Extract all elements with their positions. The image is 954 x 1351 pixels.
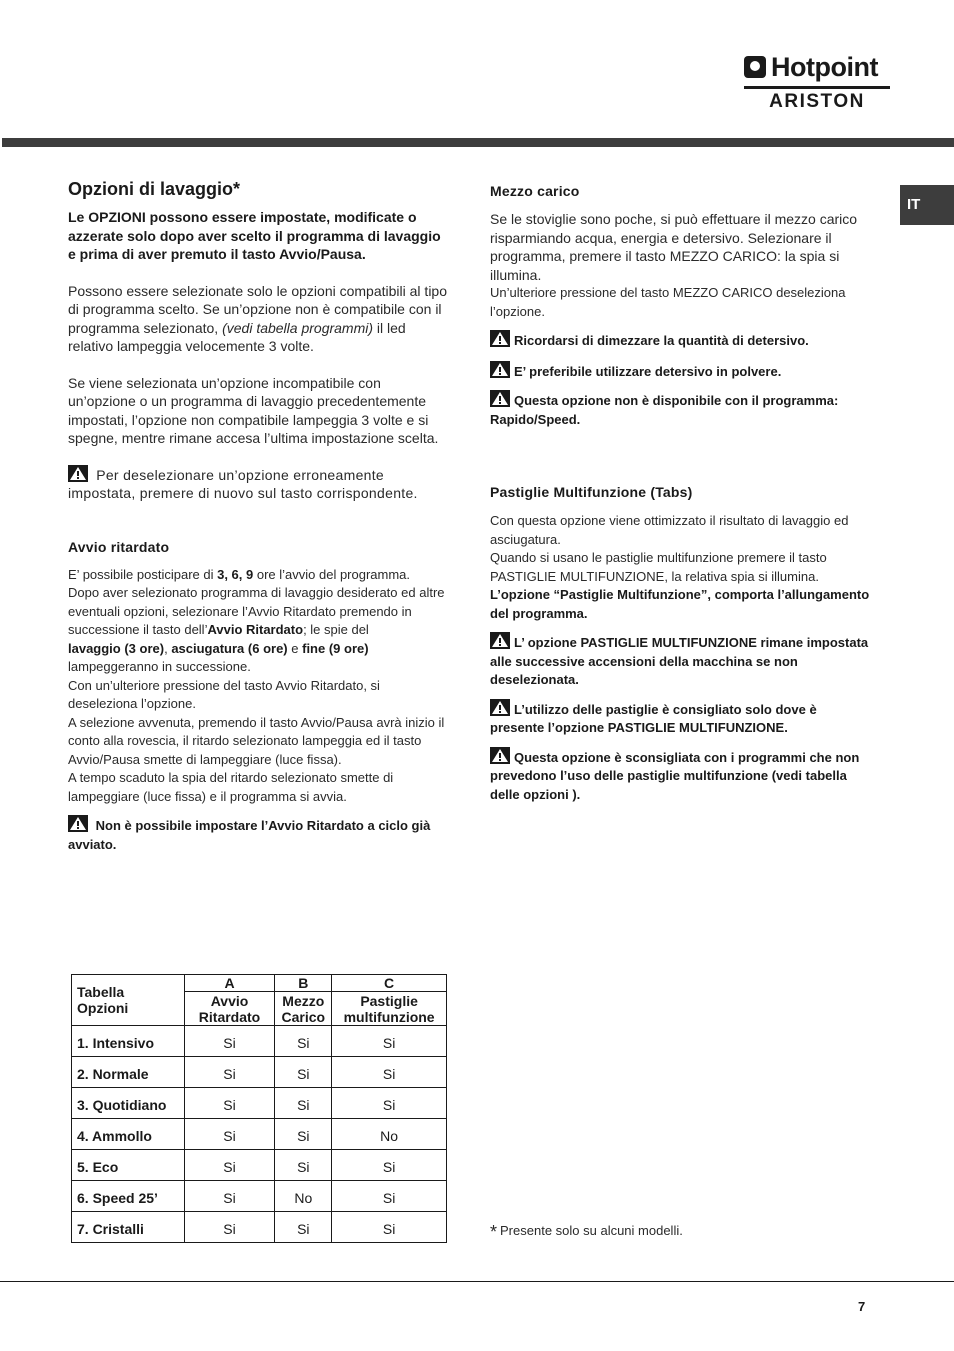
warning-icon [490, 747, 510, 764]
avvio-s1-end: ore l’avvio del programma. [253, 566, 411, 582]
cell-a: Si [184, 1057, 275, 1088]
cell-a: Si [184, 1212, 275, 1243]
avvio-ritardato-body [68, 566, 450, 807]
table-row [72, 1088, 447, 1119]
cell-b: Si [275, 1057, 332, 1088]
table-row [72, 1212, 447, 1243]
warning-mezzo-3-text: Questa opzione non è disponibile con il programma: Rapido/Speed. [490, 393, 839, 427]
table-header-letters [72, 975, 447, 992]
footer-rule [0, 1281, 954, 1282]
heading-mezzo-carico: Mezzo carico [490, 183, 580, 199]
column-letter-c: C [332, 975, 447, 992]
avvio-sep2: e [287, 640, 303, 656]
left-column [68, 178, 450, 854]
column-header-pastiglie-1: Pastiglie [360, 992, 418, 1009]
table-row [72, 1057, 447, 1088]
warning-mezzo-2 [490, 361, 870, 382]
cell-a: Si [184, 1088, 275, 1119]
avvio-s1-bold: 3, 6, 9 [217, 566, 254, 582]
cell-c: Si [332, 1150, 447, 1181]
warning-icon [68, 465, 88, 482]
tabs-paragraph-1: Con questa opzione viene ottimizzato il risultato di lavaggio ed asciugatura. [490, 513, 849, 547]
cell-c: Si [332, 1026, 447, 1057]
column-header-pastiglie [332, 992, 447, 1026]
warning-mezzo-3 [490, 390, 870, 429]
cell-b: Si [275, 1088, 332, 1119]
warning-tabs-2-text: L’utilizzo delle pastiglie è consigliato solo dove è presente l’opzione PASTIGLIE MULTIFUNZIONE. [490, 701, 817, 735]
row-label: 4. Ammollo [72, 1119, 185, 1150]
right-column [490, 182, 870, 804]
cell-a: Si [184, 1181, 275, 1212]
warning-tabs-1 [490, 632, 870, 690]
para1-text-a: Possono essere selezionate solo le opzioni compatibili al tipo di programma scelto. Se un’opzione non è compatibile con il programma selezionato, [68, 282, 447, 336]
column-letter-a: A [184, 975, 275, 992]
cell-c: Si [332, 1057, 447, 1088]
cell-b: Si [275, 1119, 332, 1150]
cell-a: Si [184, 1119, 275, 1150]
row-label: 7. Cristalli [72, 1212, 185, 1243]
para1-text-b: il led relativo lampeggia velocemente 3 volte. [68, 319, 406, 354]
table-row [72, 1026, 447, 1057]
avvio-line-6: A tempo scaduto la spia del ritardo selezionato smette di lampeggiare (luce fissa) e il programma si avvia. [68, 770, 394, 804]
cell-c: Si [332, 1181, 447, 1212]
footnote-text: Presente solo su alcuni modelli. [500, 1223, 683, 1238]
cell-a: Si [184, 1150, 275, 1181]
brand-sub: ARISTON [769, 91, 865, 112]
warning-tabs-2 [490, 699, 870, 738]
avvio-line-4: Con un’ulteriore pressione del tasto Avvio Ritardato, si deseleziona l’opzione. [68, 677, 380, 711]
column-header-mezzo-2: Carico [281, 1008, 326, 1025]
mezzo-paragraph-2: Un’ulteriore pressione del tasto MEZZO CARICO deseleziona l’opzione. [490, 285, 846, 319]
heading-avvio-ritardato: Avvio ritardato [68, 538, 170, 555]
tabs-paragraph-2: Quando si usano le pastiglie multifunzione premere il tasto PASTIGLIE MULTIFUNZIONE, la relativa spia si illumina. [490, 550, 827, 584]
table-corner [72, 975, 185, 1026]
row-label: 5. Eco [72, 1150, 185, 1181]
page-title: Opzioni di lavaggio* [68, 179, 241, 199]
row-label: 3. Quotidiano [72, 1088, 185, 1119]
avvio-line-1 [68, 566, 450, 585]
avvio-sep1: , [164, 640, 172, 656]
column-header-avvio-1: Avvio [210, 992, 249, 1009]
table-corner-line-2: Opzioni [77, 1000, 129, 1016]
row-label: 6. Speed 25’ [72, 1181, 185, 1212]
heading-pastiglie: Pastiglie Multifunzione (Tabs) [490, 484, 693, 500]
cell-b: Si [275, 1212, 332, 1243]
row-label: 1. Intensivo [72, 1026, 185, 1057]
warning-deselect [68, 465, 450, 503]
warning-icon [490, 699, 510, 716]
column-header-avvio [184, 992, 275, 1026]
mezzo-paragraph-1: Se le stoviglie sono poche, si può effettuare il mezzo carico risparmiando acqua, energia e detersivo. Selezionare il programma, premere il tasto MEZZO CARICO: la spia si illumina. [490, 211, 858, 283]
cell-c: Si [332, 1212, 447, 1243]
cell-c: Si [332, 1088, 447, 1119]
tabs-paragraph-3: L’opzione “Pastiglie Multifunzione”, comporta l’allungamento del programma. [490, 587, 870, 621]
warning-tabs-3-text: Questa opzione è sconsigliata con i programmi che non prevedono l’uso delle pastiglie multifunzione (vedi tabella delle opzioni ). [490, 749, 860, 802]
warning-mezzo-1 [490, 330, 870, 351]
cell-b: Si [275, 1026, 332, 1057]
brand-name: Hotpoint [771, 52, 878, 82]
cell-b: Si [275, 1150, 332, 1181]
paragraph-incompatible-options: Se viene selezionata un’opzione incompatibile con un’opzione o un programma di lavaggio precedentemente impostati, l’opzione non compatibile lampeggia 3 volte e si spegne, mentre rimane accesa l’ultima impostazione scelta. [68, 374, 439, 446]
warning-avvio [68, 815, 450, 854]
warning-icon [490, 390, 510, 407]
warning-tabs-1-text: L’ opzione PASTIGLIE MULTIFUNZIONE rimane impostata alle successive accensioni della macchina se non deselezionata. [490, 635, 869, 687]
row-label: 2. Normale [72, 1057, 185, 1088]
header-bar [2, 138, 954, 147]
brand-mark-icon [744, 56, 766, 78]
avvio-s3-end: lampeggeranno in successione. [68, 659, 251, 674]
avvio-s2-bold: Avvio Ritardato [207, 622, 304, 637]
warning-icon [68, 815, 88, 832]
avvio-line-2 [68, 584, 450, 677]
column-header-mezzo [275, 992, 332, 1026]
page-number: 7 [858, 1299, 866, 1314]
avvio-fine: fine (9 ore) [302, 640, 369, 656]
column-header-mezzo-1: Mezzo [282, 992, 325, 1009]
warning-icon [490, 361, 510, 378]
column-header-pastiglie-2: multifunzione [343, 1008, 435, 1025]
brand-logo [744, 52, 890, 112]
warning-deselect-text: Per deselezionare un’opzione erroneamente impostata, premere di nuovo sul tasto corrispondente. [68, 466, 418, 501]
cell-c: No [332, 1119, 447, 1150]
column-header-avvio-2: Ritardato [198, 1008, 261, 1025]
footnote [490, 1222, 683, 1242]
warning-icon [490, 632, 510, 649]
warning-icon [490, 330, 510, 347]
footnote-asterisk: * [490, 1222, 498, 1242]
avvio-lavaggio: lavaggio (3 ore) [68, 640, 165, 656]
intro-paragraph: Le OPZIONI possono essere impostate, modificate o azzerate solo dopo aver scelto il programma di lavaggio e prima di aver premuto il tasto Avvio/Pausa. [68, 209, 441, 262]
warning-avvio-text: Non è possibile impostare l’Avvio Ritardato a ciclo già avviato. [68, 818, 431, 852]
table-corner-line-1: Tabella [77, 984, 125, 1000]
table-row [72, 1150, 447, 1181]
avvio-line-5: A selezione avvenuta, premendo il tasto Avvio/Pausa avrà inizio il conto alla rovescia, il ritardo selezionato lampeggia ed il tasto Avvio/Pausa smette di lampeggiare (luce fissa). [68, 714, 445, 767]
warning-mezzo-2-text: E’ preferibile utilizzare detersivo in polvere. [514, 363, 782, 379]
column-letter-b: B [275, 975, 332, 992]
para1-italic: (vedi tabella programmi) [222, 319, 374, 336]
language-tab: IT [900, 185, 954, 225]
cell-b: No [275, 1181, 332, 1212]
avvio-asciugatura: asciugatura (6 ore) [171, 640, 288, 656]
table-row [72, 1181, 447, 1212]
warning-tabs-3 [490, 747, 870, 805]
warning-mezzo-1-text: Ricordarsi di dimezzare la quantità di detersivo. [514, 333, 809, 348]
brand-rule [744, 86, 890, 89]
avvio-s2-end: ; le spie del [303, 622, 369, 637]
cell-a: Si [184, 1026, 275, 1057]
paragraph-compatible-options [68, 282, 450, 356]
avvio-s2: Dopo aver selezionato programma di lavaggio desiderato ed altre eventuali opzioni, selezionare l’Avvio Ritardato premendo in successione il tasto dell’ [68, 585, 445, 637]
options-table [71, 974, 447, 1243]
table-row [72, 1119, 447, 1150]
avvio-s1: E’ possibile posticipare di [68, 566, 218, 582]
